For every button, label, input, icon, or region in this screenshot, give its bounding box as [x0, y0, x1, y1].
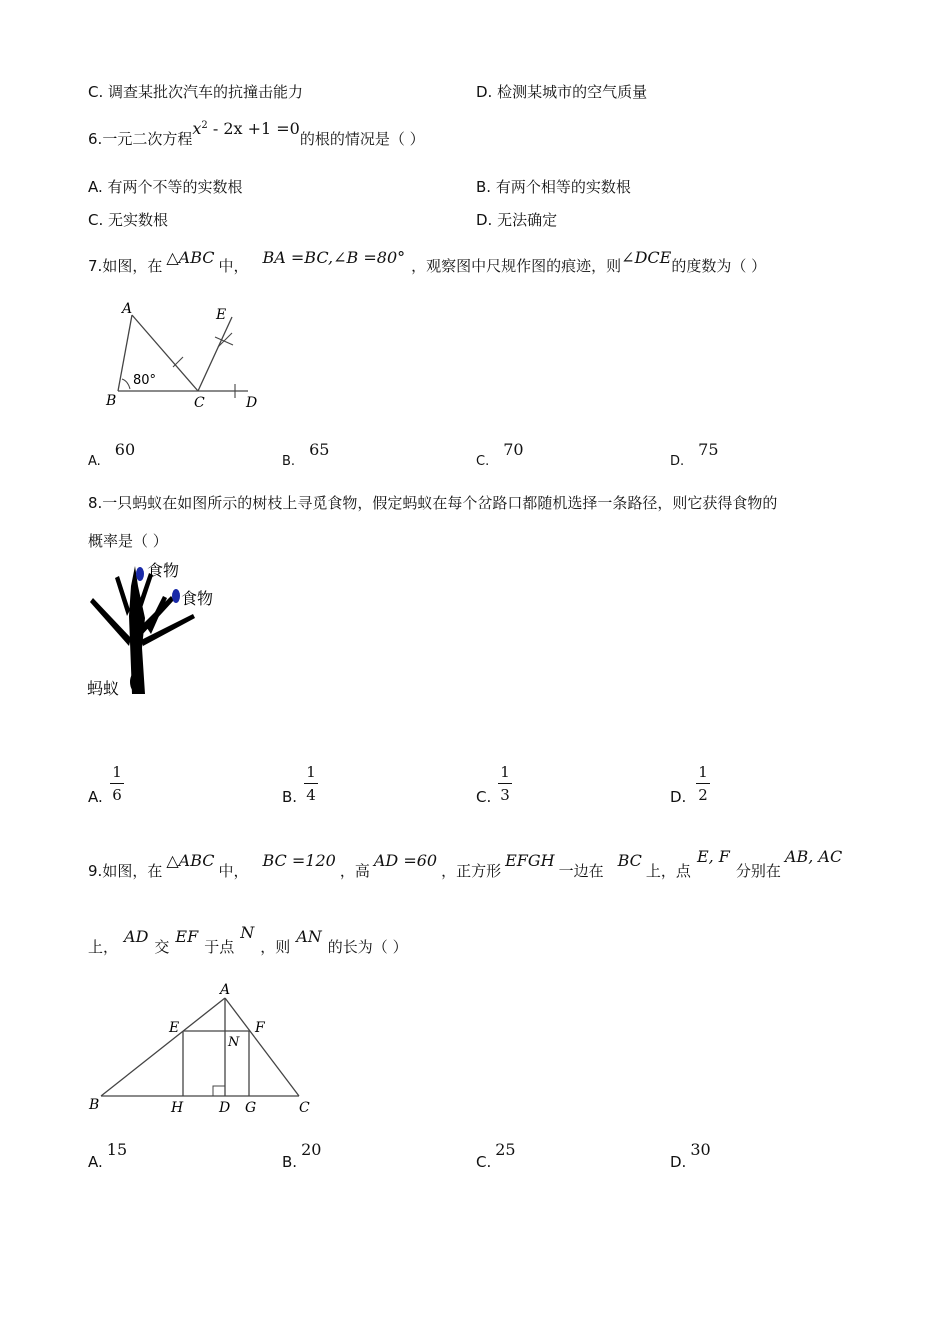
q7-option-b: [282, 440, 330, 469]
q9-option-d-value: 30: [690, 1140, 711, 1159]
q9-text: 中，: [218, 862, 249, 880]
q9-math: AB, AC: [784, 847, 843, 866]
q8-option-c-denominator: 3: [500, 786, 510, 804]
q9-label-g: G: [245, 1100, 257, 1116]
q9-text: ，则: [260, 938, 291, 956]
q9-option-c: [476, 1140, 516, 1171]
q7-segment-ab: [118, 315, 132, 391]
q5-option-d: D. 检测某城市的空气质量: [476, 83, 648, 101]
q7-label-d: D: [246, 395, 258, 411]
q7-number: 7.: [88, 257, 103, 275]
q9-text: 于点: [204, 938, 235, 956]
q8-option-a-fraction: [110, 763, 124, 804]
q7-option-d-value: 75: [698, 440, 719, 459]
q9-math: E, F: [696, 847, 730, 866]
q7-ray-ce: [198, 317, 232, 391]
q9-option-a-value: 15: [106, 1140, 128, 1159]
q9-text: 一边在: [558, 862, 604, 880]
q6-option-d: D. 无法确定: [476, 211, 558, 229]
q7-figure: [100, 295, 270, 415]
q6-text-post: 的根的情况是（ ）: [299, 130, 425, 148]
q8-option-c-fraction: [498, 763, 512, 804]
q8-option-d-fraction: [696, 763, 710, 804]
q7-arc-mark: [173, 357, 183, 367]
q9-math: BC: [617, 851, 642, 870]
q7-text: 的度数为（ ）: [671, 257, 767, 275]
q7-label-angle: 80°: [133, 373, 157, 388]
q9-math: AN: [296, 927, 322, 946]
q7-math-condition: BA =BC,∠B =80°: [262, 248, 406, 267]
q9-text: 的长为（ ）: [327, 938, 408, 956]
q6-equation-rest: - 2x +1 =0: [207, 119, 300, 138]
q6-option-c: C. 无实数根: [88, 211, 169, 229]
q9-stem-line1: [88, 847, 843, 881]
q9-math: △ABC: [166, 851, 215, 870]
q8-food-dot: [172, 589, 180, 603]
q7-text: 中，: [218, 257, 249, 275]
q7-label-c: C: [194, 395, 205, 411]
q8-option-b-denominator: 4: [306, 786, 316, 804]
q9-label-d: D: [219, 1100, 231, 1116]
q9-text: ，高: [339, 862, 370, 880]
q8-option-d-numerator: 1: [698, 763, 708, 781]
q8-option-b-fraction: [304, 763, 318, 804]
q6-text-pre: 一元二次方程: [102, 130, 193, 148]
q8-stem-line2: 概率是（ ）: [88, 532, 168, 550]
q8-option-b-numerator: 1: [306, 763, 316, 781]
q7-option-a-value: 60: [114, 440, 136, 459]
q6-equation-x: x: [192, 119, 202, 138]
q7-text: 如图，在: [102, 257, 163, 275]
q8-option-a-numerator: 1: [112, 763, 122, 781]
q9-stem-line2: [88, 923, 408, 957]
q9-option-a-label: A.: [88, 1153, 103, 1171]
q9-label-e: E: [169, 1020, 180, 1036]
q9-text: 上，点: [645, 862, 691, 880]
q9-label-h: H: [171, 1100, 184, 1116]
q7-option-c-value: 70: [503, 440, 524, 459]
q8-option-c-label: C.: [476, 788, 492, 806]
q6-option-b: B. 有两个相等的实数根: [476, 178, 631, 196]
q8-label-food: 食物: [147, 561, 180, 580]
q6-number: 6.: [88, 130, 103, 148]
q9-option-d: [670, 1140, 711, 1171]
q9-label-a: A: [220, 982, 231, 998]
q9-text: 如图，在: [102, 862, 163, 880]
q9-figure: [85, 978, 325, 1118]
q9-option-b-value: 20: [301, 1140, 322, 1159]
q9-option-c-label: C.: [476, 1153, 492, 1171]
q7-option-a-label: A.: [88, 454, 101, 469]
q7-option-c-label: C.: [476, 454, 490, 469]
q8-tree-branch: [147, 596, 167, 634]
q9-text: 分别在: [735, 862, 781, 880]
q8-food-dot: [136, 567, 144, 581]
q9-math: EF: [175, 927, 199, 946]
q9-math: EFGH: [505, 851, 555, 870]
q9-number: 9.: [88, 862, 103, 880]
q8-option-b-label: B.: [282, 788, 298, 806]
q9-option-b: [282, 1140, 322, 1171]
q6-equation-sup: 2: [201, 120, 208, 131]
q8-option-d-label: D.: [670, 788, 687, 806]
q7-option-b-value: 65: [309, 440, 330, 459]
q7-text: ，观察图中尺规作图的痕迹，则: [411, 257, 622, 275]
q9-text: 上，: [88, 938, 119, 956]
q7-option-a: [88, 440, 136, 469]
q9-label-b: B: [89, 1097, 100, 1113]
q9-right-angle-mark: [213, 1086, 225, 1096]
q8-option-c-numerator: 1: [500, 763, 510, 781]
q8-tree-figure: [85, 558, 225, 703]
q7-option-b-label: B.: [282, 454, 296, 469]
q7-arc-mark: [218, 333, 232, 347]
q7-option-d-label: D.: [670, 454, 685, 469]
q8-option-a-label: A.: [88, 788, 103, 806]
q9-text: ，正方形: [441, 862, 502, 880]
q9-math: N: [240, 923, 255, 942]
q9-math: AD: [124, 927, 149, 946]
q6-option-a: A. 有两个不等的实数根: [88, 178, 243, 196]
q7-math-angle: ∠DCE: [621, 248, 672, 267]
q9-option-d-label: D.: [670, 1153, 687, 1171]
q5-option-c: C. 调查某批次汽车的抗撞击能力: [88, 83, 304, 101]
q9-math: BC =120: [262, 851, 336, 870]
q9-text: 交: [154, 938, 170, 956]
q7-label-b: B: [106, 393, 117, 409]
q7-angle-arc: [122, 379, 130, 389]
q9-label-n: N: [228, 1035, 240, 1050]
q8-stem-line1: 8.一只蚂蚁在如图所示的树枝上寻觅食物，假定蚂蚁在每个岔路口都随机选择一条路径，则它获得食物的: [88, 494, 778, 512]
q6-stem: [88, 119, 425, 149]
q7-option-c: [476, 440, 524, 469]
q9-option-c-value: 25: [495, 1140, 516, 1159]
q8-option-a-denominator: 6: [112, 786, 122, 804]
q7-stem: [88, 248, 767, 276]
q9-math: AD =60: [373, 851, 438, 870]
q8-option-d-denominator: 2: [698, 786, 708, 804]
q9-label-f: F: [255, 1020, 265, 1036]
q9-label-c: C: [299, 1100, 310, 1116]
q7-option-d: [670, 440, 719, 469]
q8-ant-blob: [130, 671, 144, 693]
q7-math-triangle: △ABC: [166, 248, 215, 267]
q7-label-e: E: [216, 307, 227, 323]
q9-option-a: [88, 1140, 128, 1171]
q7-label-a: A: [122, 301, 133, 317]
q8-label-food: 食物: [181, 589, 214, 608]
q8-label-ant: 蚂蚁: [87, 679, 120, 698]
q9-segment-ab: [101, 998, 225, 1096]
q9-option-b-label: B.: [282, 1153, 298, 1171]
q8-tree-branch: [115, 576, 130, 616]
